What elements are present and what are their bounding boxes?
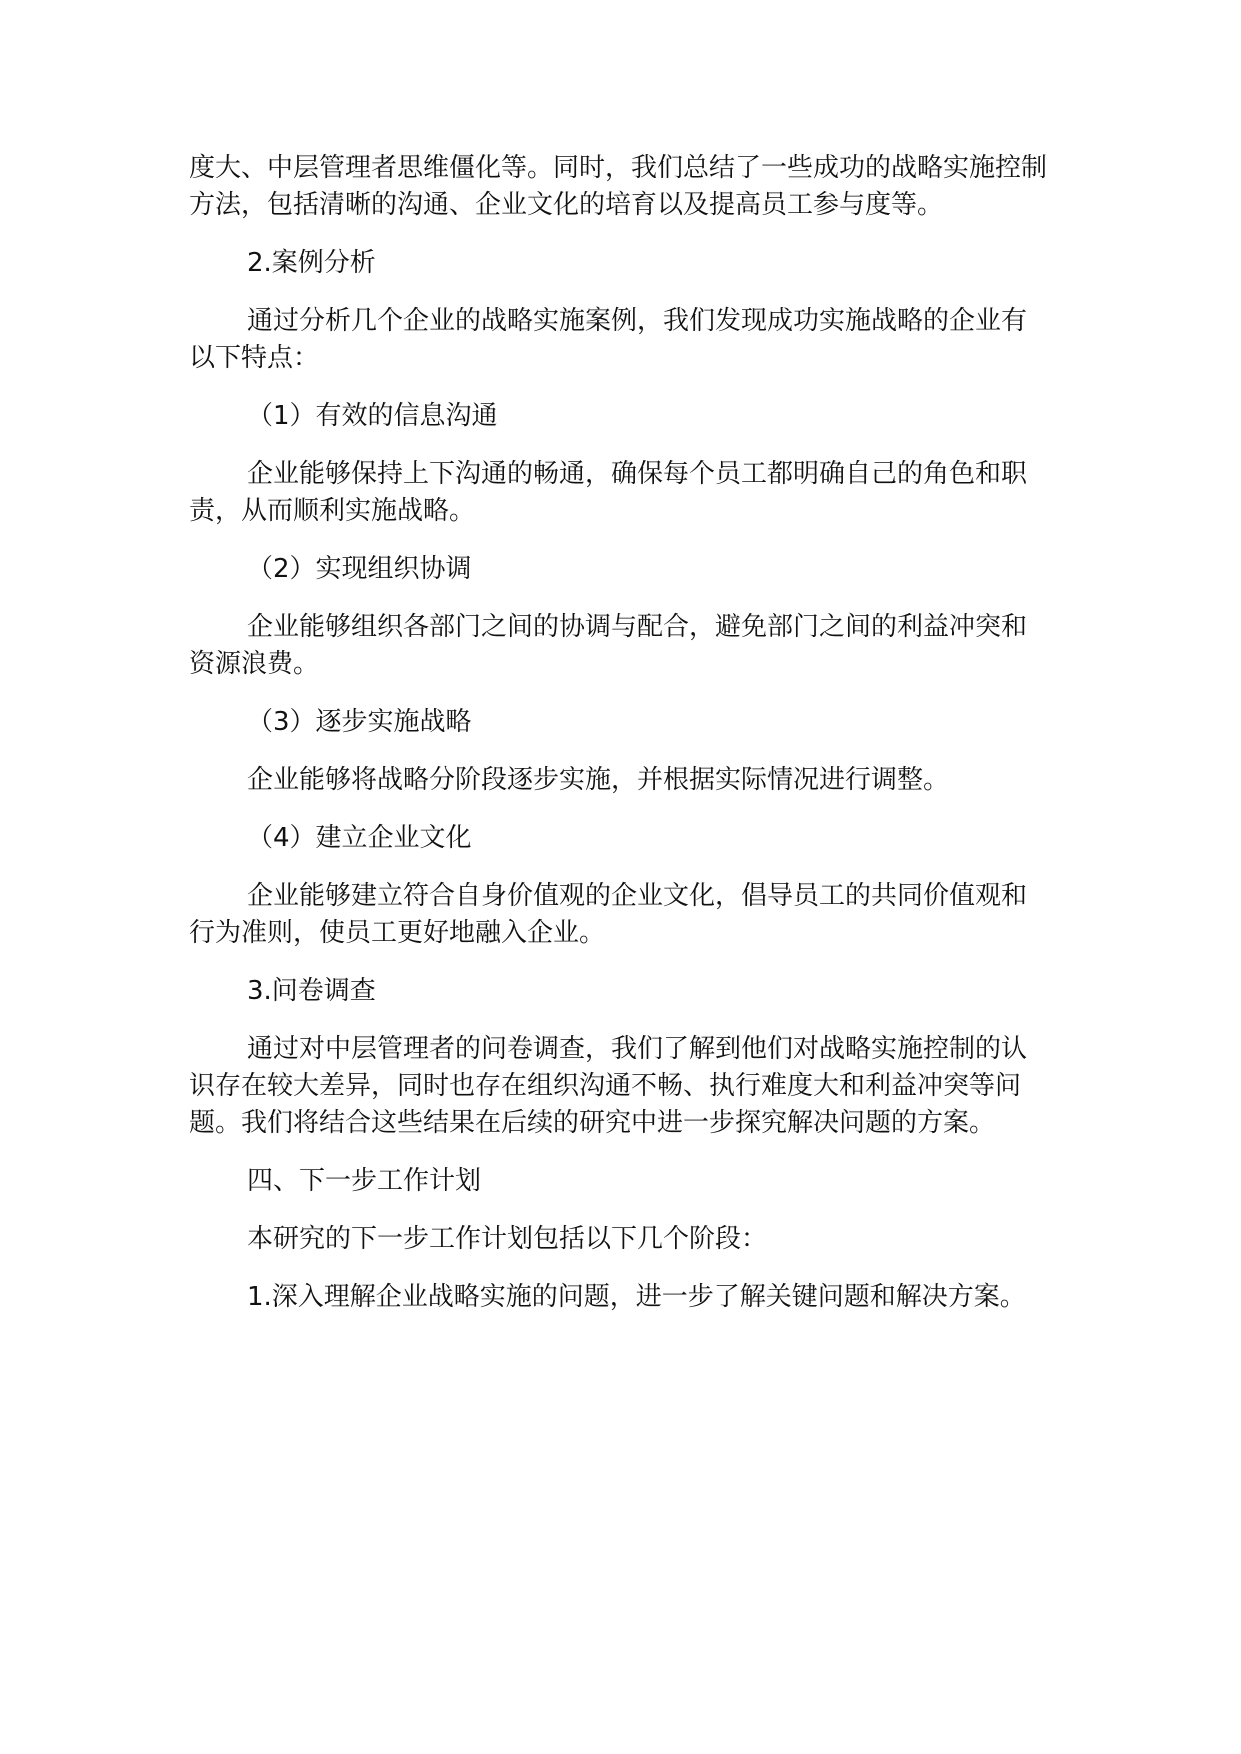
- paragraph-2: 企业能够组织各部门之间的协调与配合，避免部门之间的利益冲突和资源浪费。: [189, 612, 1028, 679]
- paragraph-1: 企业能够保持上下沟通的畅通，确保每个员工都明确自己的角色和职责，从而顺利实施战略。: [189, 459, 1028, 526]
- paragraph-3: 企业能够将战略分阶段逐步实施，并根据实际情况进行调整。: [247, 765, 950, 795]
- paragraph-survey: 通过对中层管理者的问卷调查，我们了解到他们对战略实施控制的认识存在较大差异，同时也存在组织沟通不畅、执行难度大和利益冲突等问题。我们将结合这些结果在后续的研究中进一步探究解决问题的方案。: [189, 1034, 1028, 1138]
- paragraph-plan-step-1: 1.深入理解企业战略实施的问题，进一步了解关键问题和解决方案。: [247, 1282, 1026, 1312]
- paragraph-4: 企业能够建立符合自身价值观的企业文化，倡导员工的共同价值观和行为准则，使员工更好地融入企业。: [189, 881, 1028, 948]
- section-heading-next-plan: 四、下一步工作计划: [247, 1166, 482, 1196]
- paragraph-plan-intro: 本研究的下一步工作计划包括以下几个阶段：: [247, 1224, 768, 1254]
- subheading-4: （4）建立企业文化: [247, 823, 472, 853]
- paragraph-case-intro: 通过分析几个企业的战略实施案例，我们发现成功实施战略的企业有以下特点：: [189, 306, 1028, 373]
- subheading-3: （3）逐步实施战略: [247, 707, 472, 737]
- document-body: [189, 150, 1049, 1337]
- section-heading-case-analysis: 2.案例分析: [247, 248, 376, 278]
- subheading-2: （2）实现组织协调: [247, 554, 472, 584]
- paragraph-continuation: 度大、中层管理者思维僵化等。同时，我们总结了一些成功的战略实施控制方法，包括清晰的沟通、企业文化的培育以及提高员工参与度等。: [189, 153, 1048, 220]
- subheading-1: （1）有效的信息沟通: [247, 401, 498, 431]
- section-heading-survey: 3.问卷调查: [247, 976, 376, 1006]
